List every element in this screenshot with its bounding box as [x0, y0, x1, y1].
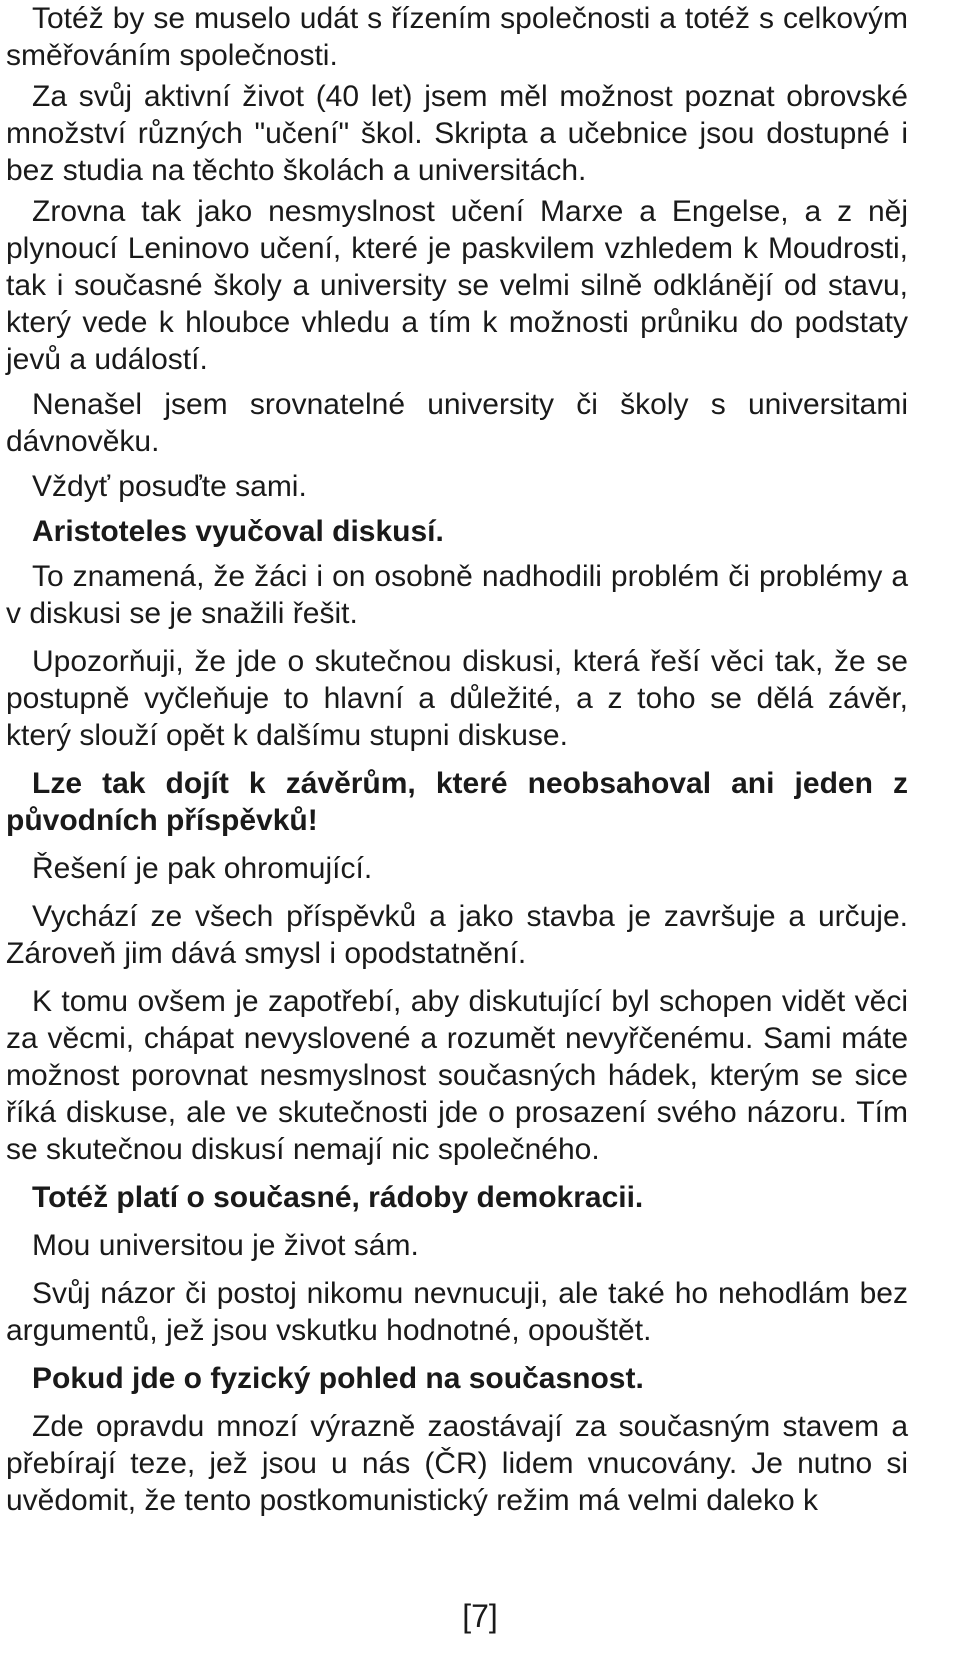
paragraph: Zrovna tak jako nesmyslnost učení Marxe a Engelse, a z něj plynoucí Leninovo učení, které je paskvilem vzhledem k Moudrosti, tak i současné školy a university se velmi silně odklánějí od stavu, který vede k hloubce vhledu a tím k možnosti průniku do podstaty jevů a událostí.	[6, 195, 908, 376]
page-number: [7]	[462, 1598, 498, 1634]
paragraph: Zde opravdu mnozí výrazně zaostávají za současným stavem a přebírají teze, jež jsou u nás (ČR) lidem vnucovány. Je nutno si uvědomit, že tento postkomunistický režim má velmi daleko k	[6, 1410, 908, 1517]
bold-heading: Pokud jde o fyzický pohled na současnost.	[32, 1362, 644, 1395]
paragraph: To znamená, že žáci i on osobně nadhodili problém či problémy a v diskusi se je snažili řešit.	[6, 560, 908, 630]
paragraph: Vždyť posuďte sami.	[32, 470, 307, 503]
bold-heading: Totéž platí o současné, rádoby demokracii.	[32, 1181, 644, 1214]
bold-heading: Aristoteles vyučoval diskusí.	[32, 515, 444, 548]
paragraph: Nenašel jsem srovnatelné university či školy s universitami dávnověku.	[6, 388, 908, 458]
paragraph: Upozorňuji, že jde o skutečnou diskusi, která řeší věci tak, že se postupně vyčleňuje to hlavní a důležité, a z toho se dělá závěr, který slouží opět k dalšímu stupni diskuse.	[6, 645, 908, 752]
paragraph: Za svůj aktivní život (40 let) jsem měl možnost poznat obrovské množství různých "učení" škol. Skripta a učebnice jsou dostupné i bez studia na těchto školách a universitách.	[6, 80, 908, 187]
paragraph: Řešení je pak ohromující.	[32, 852, 373, 885]
paragraph: Totéž by se muselo udát s řízením společnosti a totéž s celkovým směřováním společnosti.	[6, 2, 908, 72]
paragraph: K tomu ovšem je zapotřebí, aby diskutující byl schopen vidět věci za věcmi, chápat nevyslovené a rozumět nevyřčenému. Sami máte možnost porovnat nesmyslnost současných hádek, kterým se sice říká diskuse, ale ve skutečnosti jde o prosazení svého názoru. Tím se skutečnou diskusí nemají nic společného.	[6, 985, 908, 1166]
paragraph: Mou universitou je život sám.	[32, 1229, 419, 1262]
paragraph: Vychází ze všech příspěvků a jako stavba je završuje a určuje. Zároveň jim dává smysl i opodstatnění.	[6, 900, 908, 970]
document-page	[6, 0, 908, 1519]
paragraph: Svůj názor či postoj nikomu nevnucuji, ale také ho nehodlám bez argumentů, jež jsou vskutku hodnotné, opouštět.	[6, 1277, 908, 1347]
bold-heading: Lze tak dojít k závěrům, které neobsahoval ani jeden z původních příspěvků!	[6, 767, 908, 837]
